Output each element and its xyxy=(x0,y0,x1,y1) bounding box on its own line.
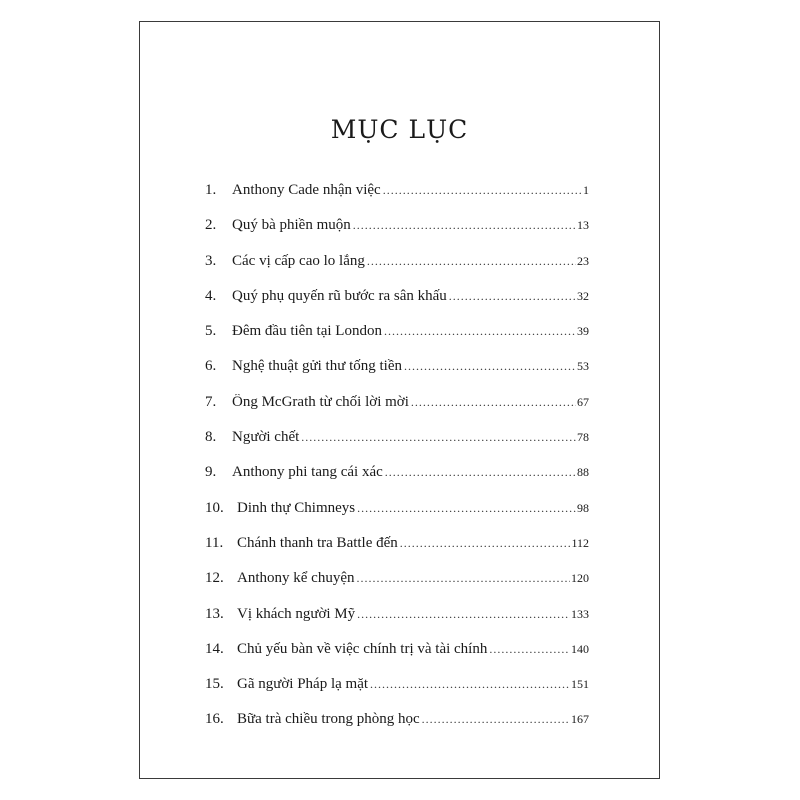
toc-entry xyxy=(205,394,589,429)
toc-title: Nghệ thuật gửi thư tống tiền xyxy=(232,358,402,375)
toc-number: 5. xyxy=(205,323,217,340)
toc-title: Quý bà phiền muộn xyxy=(232,217,351,234)
toc-entry xyxy=(205,500,589,535)
toc-page-number: 32 xyxy=(577,288,589,303)
toc-leader xyxy=(383,183,582,198)
toc-title: Dinh thự Chimneys xyxy=(237,499,356,516)
toc-number: 14. xyxy=(205,640,224,657)
toc-page-number: 23 xyxy=(577,253,589,268)
toc-number: 13. xyxy=(205,605,224,622)
toc-title: Anthony phi tang cái xác xyxy=(232,464,383,481)
toc-leader xyxy=(411,395,576,410)
toc-page-number: 140 xyxy=(571,641,589,656)
toc-page-number: 78 xyxy=(577,430,589,445)
toc-page-number: 112 xyxy=(571,535,589,550)
toc-entry xyxy=(205,358,589,393)
toc-leader xyxy=(404,359,576,374)
toc-leader xyxy=(489,642,570,657)
toc-title: Các vị cấp cao lo lắng xyxy=(232,252,365,269)
toc-number: 11. xyxy=(205,534,224,551)
toc-entry xyxy=(205,323,589,358)
toc-title: Chủ yếu bàn về việc chính trị và tài chính xyxy=(237,640,488,657)
toc-number: 7. xyxy=(205,393,217,410)
toc-entry xyxy=(205,535,589,570)
toc-entry xyxy=(205,711,589,746)
toc-page-number: 120 xyxy=(571,571,589,586)
toc-page-number: 13 xyxy=(577,218,589,233)
toc-number: 6. xyxy=(205,358,217,375)
toc-number: 12. xyxy=(205,570,224,587)
toc-leader xyxy=(357,501,576,516)
toc-number: 2. xyxy=(205,217,217,234)
toc-title: Quý phụ quyến rũ bước ra sân khấu xyxy=(232,287,447,304)
toc-entry xyxy=(205,217,589,252)
toc-page-number: 88 xyxy=(577,465,589,480)
toc-page-number: 53 xyxy=(577,359,589,374)
toc-page-number: 39 xyxy=(577,324,589,339)
toc-title: Vị khách người Mỹ xyxy=(237,605,356,622)
toc-title: Bữa trà chiều trong phòng học xyxy=(237,711,420,728)
toc-leader xyxy=(367,254,576,269)
toc-number: 4. xyxy=(205,287,217,304)
toc-page-number: 151 xyxy=(571,677,589,692)
toc-title: Anthony Cade nhận việc xyxy=(232,182,381,198)
toc-page-number: 167 xyxy=(571,712,589,727)
toc-title: Đêm đầu tiên tại London xyxy=(232,323,382,340)
toc-number: 10. xyxy=(205,499,224,516)
toc-number: 16. xyxy=(205,711,224,728)
toc-leader xyxy=(384,324,576,339)
toc-leader xyxy=(385,465,576,480)
toc-number: 8. xyxy=(205,429,217,446)
toc-page-number: 133 xyxy=(571,606,589,621)
toc-entry xyxy=(205,429,589,464)
toc-entry xyxy=(205,641,589,676)
toc-page-number: 67 xyxy=(577,394,589,409)
toc-title: Gã người Pháp lạ mặt xyxy=(237,676,369,693)
toc-number: 1. xyxy=(205,182,217,198)
page-title: MỤC LỤC xyxy=(330,115,469,144)
toc-title: Anthony kể chuyện xyxy=(237,570,355,587)
toc-number: 3. xyxy=(205,252,217,269)
toc-entry xyxy=(205,570,589,605)
toc-leader xyxy=(357,607,570,622)
toc-title: Ông McGrath từ chối lời mời xyxy=(232,393,409,410)
toc-leader xyxy=(400,536,571,551)
table-of-contents xyxy=(205,182,589,747)
toc-title: Người chết xyxy=(232,429,300,446)
toc-page-number: 98 xyxy=(577,500,589,515)
toc-leader xyxy=(449,289,576,304)
toc-leader xyxy=(353,218,576,233)
toc-title: Chánh thanh tra Battle đến xyxy=(237,534,398,551)
toc-entry xyxy=(205,253,589,288)
toc-entry xyxy=(205,182,589,217)
toc-entry xyxy=(205,464,589,499)
toc-number: 9. xyxy=(205,464,217,481)
toc-leader xyxy=(301,430,576,445)
toc-entry xyxy=(205,606,589,641)
toc-leader xyxy=(356,571,570,586)
toc-page-number: 1 xyxy=(583,183,589,197)
toc-leader xyxy=(370,677,570,692)
toc-leader xyxy=(422,712,570,727)
toc-entry xyxy=(205,676,589,711)
toc-entry xyxy=(205,288,589,323)
toc-number: 15. xyxy=(205,676,224,693)
